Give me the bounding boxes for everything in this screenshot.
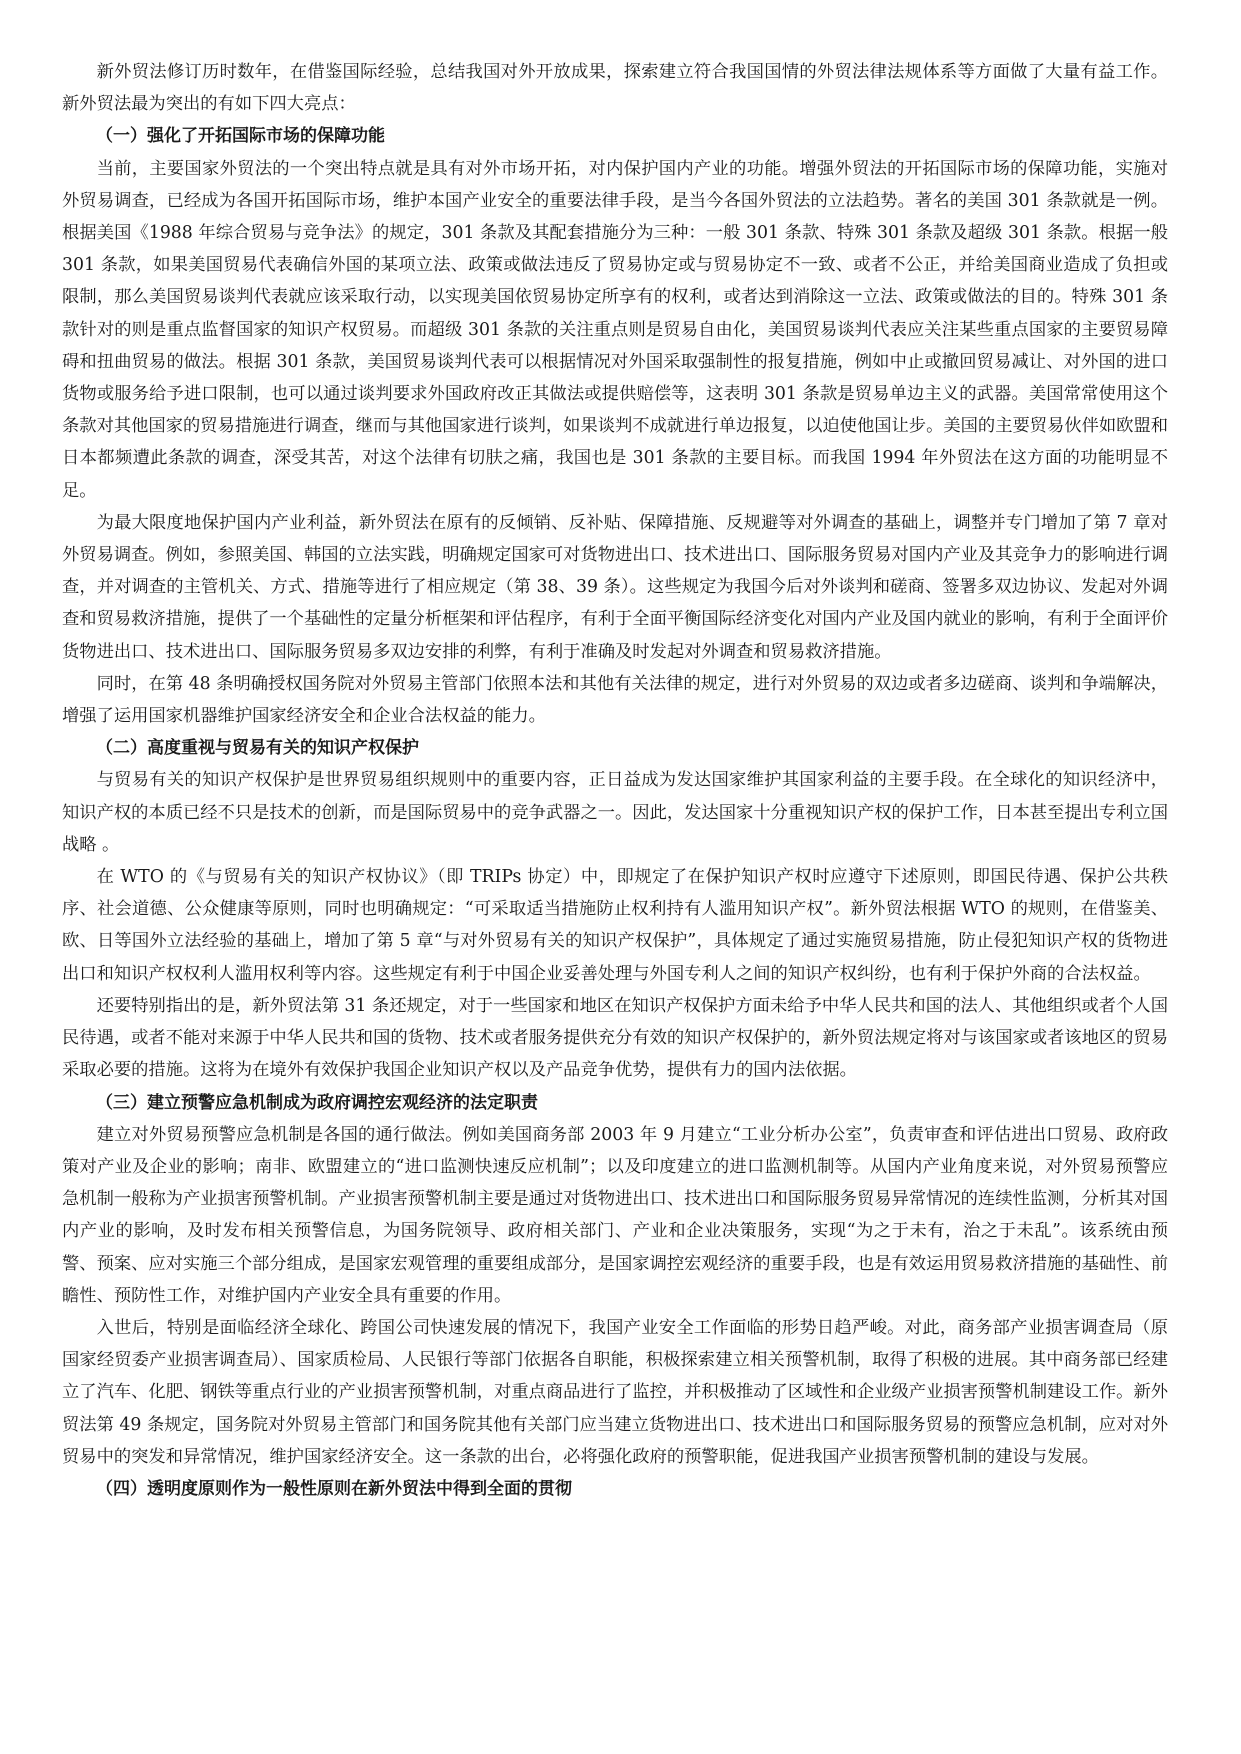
section-heading-2: （二）高度重视与贸易有关的知识产权保护 (96, 738, 419, 759)
body-paragraph: 入世后，特别是面临经济全球化、跨国公司快速发展的情况下，我国产业安全工作面临的形势日趋严峻。对此，商务部产业损害调查局（原国家经贸委产业损害调查局）、国家质检局、人民银行等部门依据各自职能，积极探索建立相关预警机制，取得了积极的进展。其中商务部已经建立了汽车、化肥、钢铁等重点行业的产业损害预警机制，对重点商品进行了监控，并积极推动了区域性和企业级产业损害预警机制建设工作。新外贸法第 49 条规定，国务院对外贸易主管部门和国务院其他有关部门应当建立货物进出口、技术进出口和国际服务贸易的预警应急机制，应对对外贸易中的突发和异常情况，维护国家经济安全。这一条款的出台，必将强化政府的预警职能，促进我国产业损害预警机制的建设与发展。 (62, 1317, 1169, 1467)
body-paragraph: 在 WTO 的《与贸易有关的知识产权协议》（即 TRIPs 协定）中，即规定了在保护知识产权时应遵守下述原则，即国民待遇、保护公共秩序、社会道德、公众健康等原则，同时也明确规定：“可采取适当措施防止权利持有人滥用知识产权”。新外贸法根据 WTO 的规则，在借鉴美、欧、日等国外立法经验的基础上，增加了第 5 章“与对外贸易有关的知识产权保护”，具体规定了通过实施贸易措施，防止侵犯知识产权的货物进出口和知识产权权利人滥用权利等内容。这些规定有利于中国企业妥善处理与外国专利人之间的知识产权纠纷，也有利于保护外商的合法权益。 (62, 867, 1168, 984)
section-heading-4: （四）透明度原则作为一般性原则在新外贸法中得到全面的贯彻 (96, 1478, 572, 1499)
body-paragraph: 与贸易有关的知识产权保护是世界贸易组织规则中的重要内容，正日益成为发达国家维护其国家利益的主要手段。在全球化的知识经济中，知识产权的本质已经不只是技术的创新，而是国际贸易中的竞争武器之一。因此，发达国家十分重视知识产权的保护工作，日本甚至提出专利立国战略 。 (62, 770, 1169, 855)
body-paragraph: 为最大限度地保护国内产业利益，新外贸法在原有的反倾销、反补贴、保障措施、反规避等对外调查的基础上，调整并专门增加了第 7 章对外贸易调查。例如，参照美国、韩国的立法实践，明确规定国家可对货物进出口、技术进出口、国际服务贸易对国内产业及其竞争力的影响进行调查，并对调查的主管机关、方式、措施等进行了相应规定（第 38、39 条）。这些规定为我国今后对外谈判和磋商、签署多双边协议、发起对外调查和贸易救济措施，提供了一个基础性的定量分析框架和评估程序，有利于全面平衡国际经济变化对国内产业及国内就业的影响，有利于全面评价货物进出口、技术进出口、国际服务贸易多双边安排的利弊，有利于准确及时发起对外调查和贸易救济措施。 (62, 512, 1169, 662)
body-paragraph: 当前，主要国家外贸法的一个突出特点就是具有对外市场开拓，对内保护国内产业的功能。增强外贸法的开拓国际市场的保障功能，实施对外贸易调查，已经成为各国开拓国际市场，维护本国产业安全的重要法律手段，是当今各国外贸法的立法趋势。著名的美国 301 条款就是一例。根据美国《1988 年综合贸易与竞争法》的规定，301 条款及其配套措施分为三种：一般 301 条款、特殊 301 条款及超级 301 条款。根据一般 301 条款，如果美国贸易代表确信外国的某项立法、政策或做法违反了贸易协定或与贸易协定不一致、或者不公正，并给美国商业造成了负担或限制，那么美国贸易谈判代表就应该采取行动，以实现美国依贸易协定所享有的权利，或者达到消除这一立法、政策或做法的目的。特殊 301 条款针对的则是重点监督国家的知识产权贸易。而超级 301 条款的关注重点则是贸易自由化，美国贸易谈判代表应关注某些重点国家的主要贸易障碍和扭曲贸易的做法。根据 301 条款，美国贸易谈判代表可以根据情况对外国采取强制性的报复措施，例如中止或撤回贸易减让、对外国的进口货物或服务给予进口限制，也可以通过谈判要求外国政府改正其做法或提供赔偿等，这表明 301 条款是贸易单边主义的武器。美国常常使用这个条款对其他国家的贸易措施进行调查，继而与其他国家进行谈判，如果谈判不成就进行单边报复，以迫使他国让步。美国的主要贸易伙伴如欧盟和日本都频遭此条款的调查，深受其苦，对这个法律有切肤之痛，我国也是 301 条款的主要目标。而我国 1994 年外贸法在这方面的功能明显不足。 (62, 158, 1169, 501)
section-heading-3: （三）建立预警应急机制成为政府调控宏观经济的法定职责 (96, 1092, 538, 1113)
body-paragraph: 同时，在第 48 条明确授权国务院对外贸易主管部门依照本法和其他有关法律的规定，进行对外贸易的双边或者多边磋商、谈判和争端解决，增强了运用国家机器维护国家经济安全和企业合法权益的能力。 (62, 673, 1168, 727)
intro-paragraph: 新外贸法修订历时数年，在借鉴国际经验，总结我国对外开放成果，探索建立符合我国国情的外贸法律法规体系等方面做了大量有益工作。新外贸法最为突出的有如下四大亮点： (62, 62, 1168, 115)
section-heading-1: （一）强化了开拓国际市场的保障功能 (96, 126, 385, 147)
body-paragraph: 还要特别指出的是，新外贸法第 31 条还规定，对于一些国家和地区在知识产权保护方面未给予中华人民共和国的法人、其他组织或者个人国民待遇，或者不能对来源于中华人民共和国的货物、技术或者服务提供充分有效的知识产权保护的，新外贸法规定将对与该国家或者该地区的贸易采取必要的措施。这将为在境外有效保护我国企业知识产权以及产品竞争优势，提供有力的国内法依据。 (62, 995, 1169, 1081)
document-page (62, 56, 1168, 1505)
body-paragraph: 建立对外贸易预警应急机制是各国的通行做法。例如美国商务部 2003 年 9 月建立“工业分析办公室”，负责审查和评估进出口贸易、政府政策对产业及企业的影响；南非、欧盟建立的“进口监测快速反应机制”；以及印度建立的进口监测机制等。从国内产业角度来说，对外贸易预警应急机制一般称为产业损害预警机制。产业损害预警机制主要是通过对货物进出口、技术进出口和国际服务贸易异常情况的连续性监测，分析其对国内产业的影响，及时发布相关预警信息，为国务院领导、政府相关部门、产业和企业决策服务，实现“为之于未有，治之于未乱”。该系统由预警、预案、应对实施三个部分组成，是国家宏观管理的重要组成部分，是国家调控宏观经济的重要手段，也是有效运用贸易救济措施的基础性、前瞻性、预防性工作，对维护国内产业安全具有重要的作用。 (62, 1124, 1169, 1306)
